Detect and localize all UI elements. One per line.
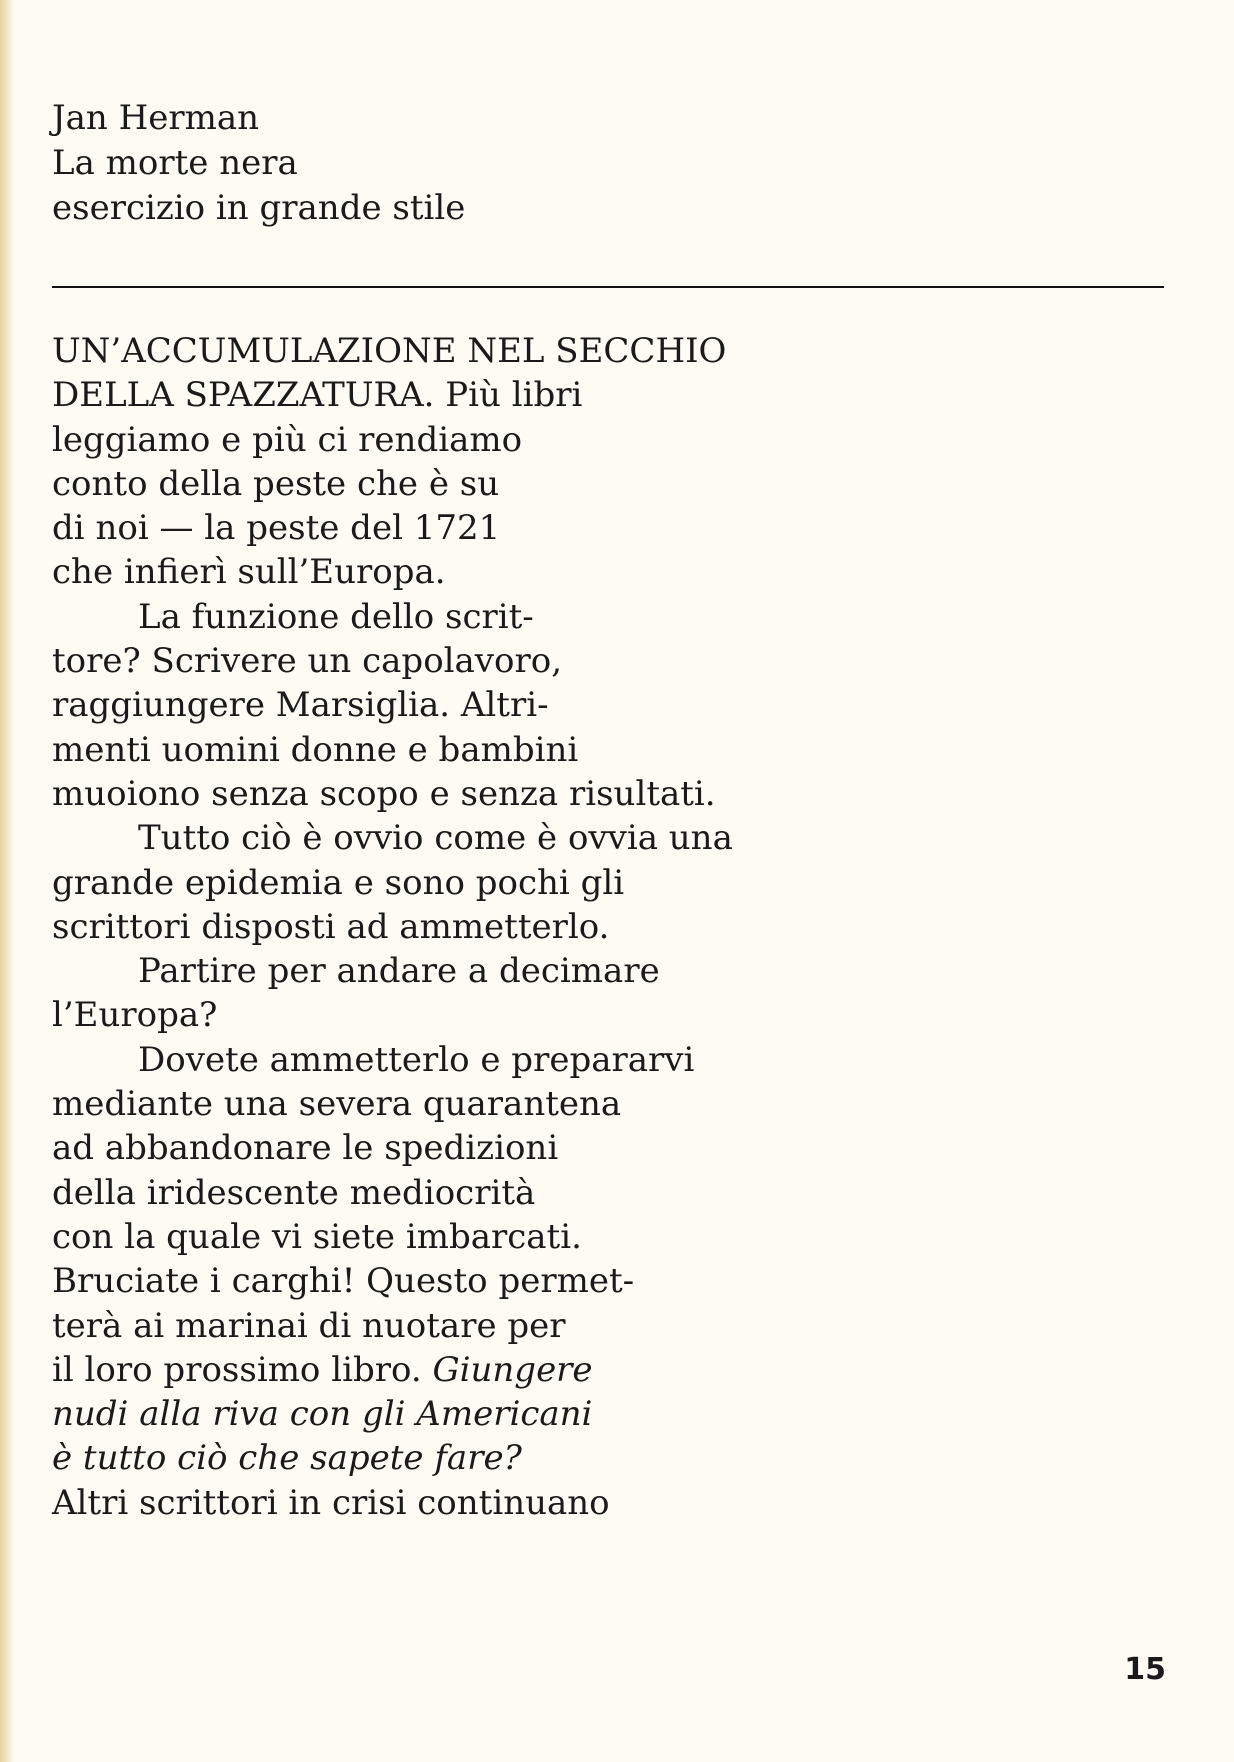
text-line: leggiamo e più ci rendiamo	[52, 419, 523, 460]
author-name: Jan Herman	[52, 98, 260, 138]
article-subtitle: esercizio in grande stile	[52, 188, 466, 228]
text-line	[52, 1348, 812, 1392]
text-line: raggiungere Marsiglia. Altri-	[52, 685, 549, 726]
text-line: Partire per andare a decimare	[138, 951, 660, 992]
text-line: che infierì sull’Europa.	[52, 552, 446, 593]
text-line: terà ai marinai di nuotare per	[52, 1305, 566, 1346]
page-edge	[0, 0, 14, 1762]
text-line: della iridescente mediocrità	[52, 1172, 536, 1213]
text-line: con la quale vi siete imbarcati.	[52, 1216, 582, 1257]
text-line: Altri scrittori in crisi continuano	[52, 1482, 610, 1523]
text-line: ad abbandonare le spedizioni	[52, 1128, 559, 1169]
page-number: 15	[1124, 1652, 1166, 1687]
article-title: La morte nera	[52, 143, 298, 183]
text-line: muoiono senza scopo e senza risultati.	[52, 773, 716, 814]
body-text	[52, 329, 812, 1525]
text-line: Tutto ciò è ovvio come è ovvia una	[138, 818, 733, 859]
italic-text-line: nudi alla riva con gli Americani	[52, 1394, 593, 1435]
horizontal-rule	[52, 286, 1164, 288]
article-header	[52, 96, 465, 231]
text-segment: il loro prossimo libro.	[52, 1349, 422, 1390]
text-line: menti uomini donne e bambini	[52, 729, 579, 770]
text-line: UN’ACCUMULAZIONE NEL SECCHIO	[52, 331, 727, 371]
text-line: tore? Scrivere un capolavoro,	[52, 641, 563, 682]
text-line: Bruciate i carghi! Questo permet-	[52, 1261, 635, 1302]
text-line: Dovete ammetterlo e prepararvi	[138, 1039, 695, 1080]
text-line: grande epidemia e sono pochi gli	[52, 862, 625, 903]
text-line: conto della peste che è su	[52, 463, 500, 504]
text-line: La funzione dello scrit-	[138, 596, 534, 637]
text-line: mediante una severa quarantena	[52, 1084, 622, 1125]
text-line: l’Europa?	[52, 995, 218, 1036]
italic-text-line: è tutto ciò che sapete fare?	[52, 1438, 522, 1479]
text-line: DELLA SPAZZATURA. Più libri	[52, 375, 583, 416]
italic-text-segment: Giungere	[432, 1349, 593, 1390]
text-line: di noi — la peste del 1721	[52, 508, 501, 549]
text-line: scrittori disposti ad ammetterlo.	[52, 906, 610, 947]
